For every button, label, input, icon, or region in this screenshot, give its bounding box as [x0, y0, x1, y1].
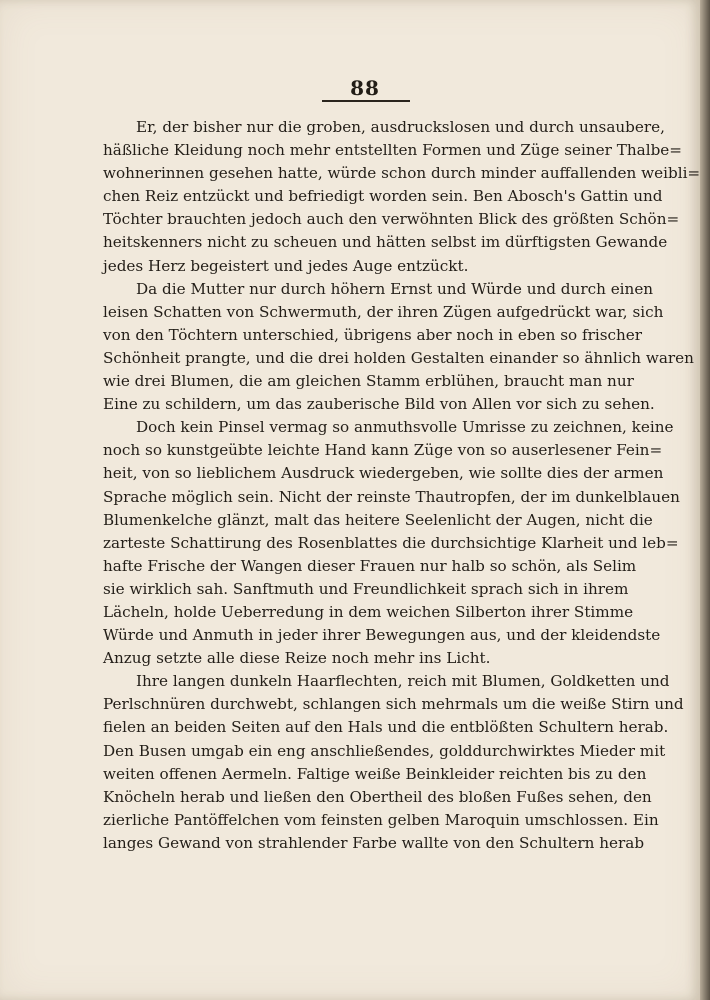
body-text — [103, 116, 701, 855]
text-line: wie drei Blumen, die am gleichen Stamm erblühen, braucht man nur — [103, 372, 634, 391]
text-line: zierliche Pantöffelchen vom feinsten gelben Maroquin umschlossen. Ein — [103, 810, 659, 829]
text-line: sie wirklich sah. Sanftmuth und Freundlichkeit sprach sich in ihrem — [103, 579, 629, 598]
text-line: Würde und Anmuth in jeder ihrer Bewegungen aus, und der kleidendste — [103, 626, 661, 645]
text-line: leisen Schatten von Schwermuth, der ihren Zügen aufgedrückt war, sich — [103, 302, 664, 321]
text-line: hafte Frische der Wangen dieser Frauen nur halb so schön, als Selim — [103, 556, 637, 575]
page-edge — [700, 0, 710, 1000]
text-line: Er, der bisher nur die groben, ausdruckslosen und durch unsaubere, — [136, 118, 665, 136]
text-line: chen Reiz entzückt und befriedigt worden sein. Ben Abosch's Gattin und — [103, 187, 663, 206]
text-line: wohnerinnen gesehen hatte, würde schon durch minder auffallenden weibli= — [103, 164, 701, 183]
text-line: Da die Mutter nur durch höhern Ernst und Würde und durch einen — [136, 279, 654, 298]
page-number: 88 — [350, 76, 380, 100]
text-line: Eine zu schildern, um das zauberische Bild von Allen vor sich zu sehen. — [103, 395, 655, 414]
text-line: Lächeln, holde Ueberredung in dem weichen Silberton ihrer Stimme — [103, 602, 634, 621]
text-line: heitskenners nicht zu scheuen und hätten selbst im dürftigsten Gewande — [103, 233, 668, 252]
text-line: Schönheit prangte, und die drei holden Gestalten einander so ähnlich waren — [103, 348, 694, 367]
text-line: Doch kein Pinsel vermag so anmuthsvolle Umrisse zu zeichnen, keine — [136, 418, 674, 437]
text-line: heit, von so lieblichem Ausdruck wiedergeben, wie sollte dies der armen — [103, 464, 664, 483]
text-line: fielen an beiden Seiten auf den Hals und die entblößten Schultern herab. — [103, 718, 669, 737]
text-line: Ihre langen dunkeln Haarflechten, reich mit Blumen, Goldketten und — [136, 672, 670, 691]
text-line: jedes Herz begeistert und jedes Auge entzückt. — [103, 256, 469, 275]
text-line: langes Gewand von strahlender Farbe wallte von den Schultern herab — [103, 833, 645, 852]
text-line: Knöcheln herab und ließen den Obertheil des bloßen Fußes sehen, den — [103, 787, 652, 806]
text-line: Blumenkelche glänzt, malt das heitere Seelenlicht der Augen, nicht die — [103, 510, 653, 529]
text-line: von den Töchtern unterschied, übrigens aber noch in eben so frischer — [103, 325, 643, 344]
text-line: zarteste Schattirung des Rosenblattes die durchsichtige Klarheit und leb= — [103, 533, 679, 552]
text-line: Sprache möglich sein. Nicht der reinste Thautropfen, der im dunkelblauen — [103, 487, 680, 506]
text-line: Perlschnüren durchwebt, schlangen sich mehrmals um die weiße Stirn und — [103, 695, 684, 714]
text-line: häßliche Kleidung noch mehr entstellten Formen und Züge seiner Thalbe= — [103, 141, 683, 160]
text-line: noch so kunstgeübte leichte Hand kann Züge von so auserlesener Fein= — [103, 441, 663, 460]
text-line: Töchter brauchten jedoch auch den verwöhnten Blick des größten Schön= — [103, 210, 680, 229]
text-line: Den Busen umgab ein eng anschließendes, golddurchwirktes Mieder mit — [103, 741, 666, 760]
text-line: weiten offenen Aermeln. Faltige weiße Beinkleider reichten bis zu den — [103, 764, 647, 783]
header-rule — [322, 100, 410, 102]
text-line: Anzug setzte alle diese Reize noch mehr ins Licht. — [103, 649, 491, 668]
